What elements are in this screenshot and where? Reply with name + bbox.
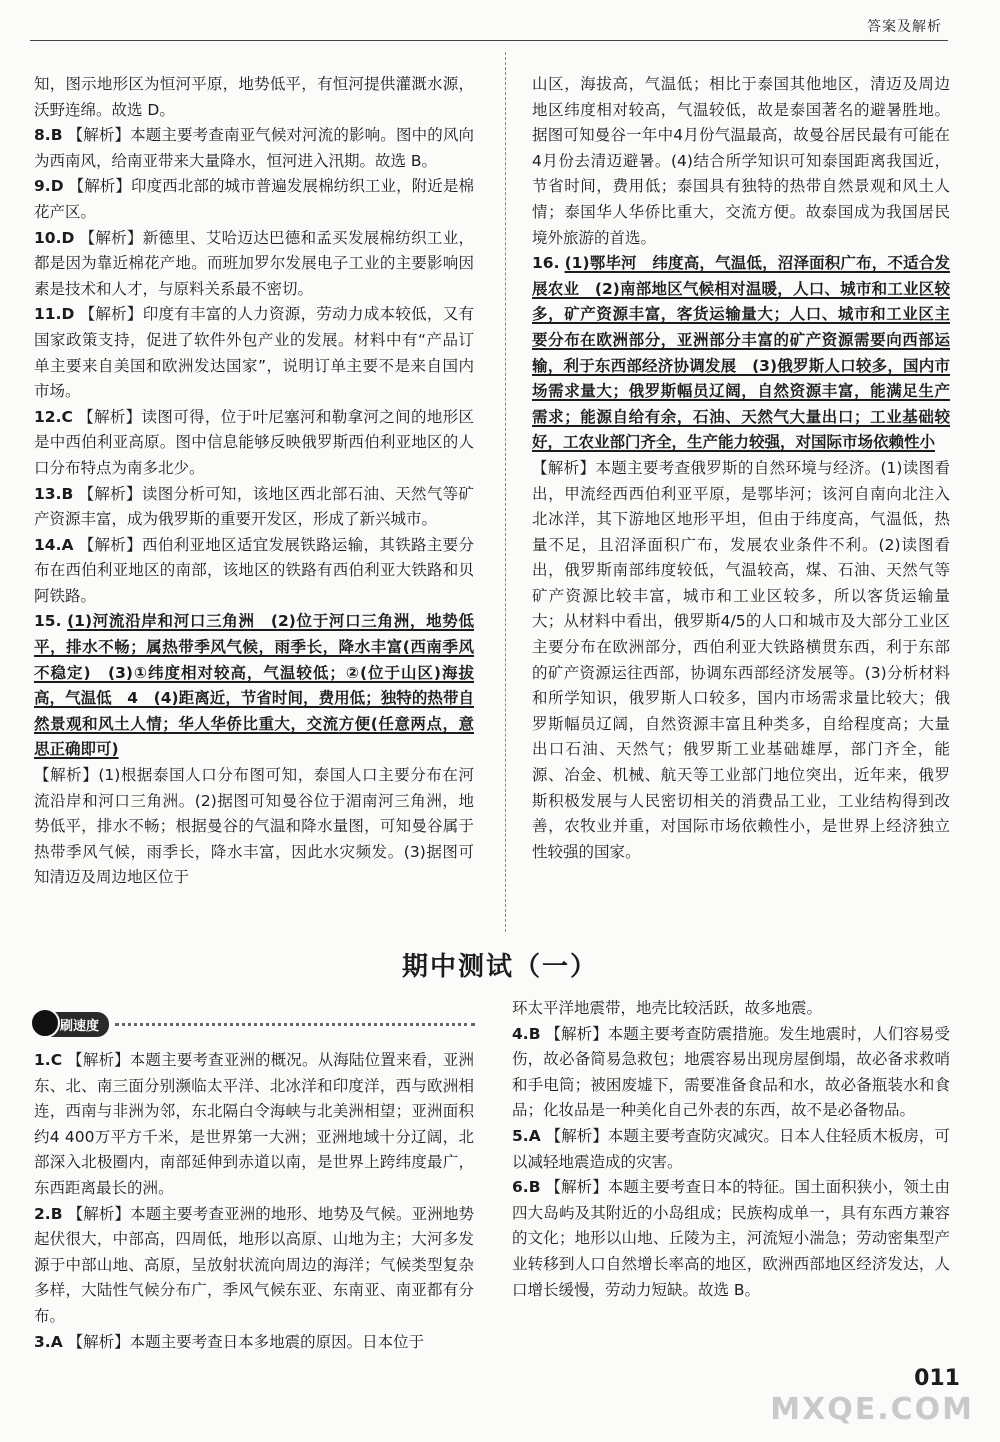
answer-letter: A [50, 1332, 63, 1351]
answer-letter: D [61, 305, 75, 324]
answer-text: 【解析】本题主要考查日本的特征。国土面积狭小，领土由四大岛屿及其附近的小岛组成；民族构成单一，具有东西方兼容的文化；地形以山地、丘陵为主，河流短小湍急；劳动密集型产业转移到人口自然增长率高的地区，欧洲西部地区经济发达，人口增长缓慢，劳动力短缺。故选 B。 [512, 1178, 950, 1299]
answer-item [34, 226, 474, 303]
answer-letter: A [528, 1126, 541, 1145]
answer-item [512, 1022, 950, 1124]
answer-letter: A [61, 535, 74, 554]
answer-item [34, 1330, 474, 1356]
answer-item [34, 1202, 474, 1330]
q15-item [34, 609, 474, 763]
question-number: 8. [34, 126, 51, 145]
answer-item [512, 996, 950, 1022]
answer-text: 【解析】本题主要考查亚洲的概况。从海陆位置来看，亚洲东、北、南三面分别濒临太平洋、北冰洋和印度洋，西与欧洲相连，西南与非洲为邻，东北隔白令海峡与北美洲相望；亚洲面积约4 400万平方千米，是世界第一大洲；亚洲地域十分辽阔，北部深入北极圈内，南部延伸到赤道以南，是世界上跨纬度最广，东西距离最长的洲。 [34, 1051, 474, 1197]
column-divider [505, 52, 506, 932]
q15-analysis-continued: 山区，海拔高，气温低；相比于泰国其他地区，清迈及周边地区纬度相对较高，气温较低，故是泰国著名的避暑胜地。据图可知曼谷一年中4月份气温最高，故曼谷居民最有可能在4月份去清迈避暑。(4)结合所学知识可知泰国距离我国近，节省时间，费用低；泰国具有独特的热带自然景观和风土人情；泰国华人华侨比重大，交流方便。故泰国成为我国居民境外旅游的首选。 [532, 75, 950, 247]
question-number: 1. [34, 1051, 51, 1069]
answer-text: 环太平洋地震带，地壳比较活跃，故多地震。 [512, 999, 823, 1017]
question-number: 5. [512, 1126, 529, 1145]
answer-text: 【解析】西伯利亚地区适宜发展铁路运输，其铁路主要分布在西伯利亚地区的南部，该地区的铁路有西伯利亚大铁路和贝阿铁路。 [34, 535, 474, 605]
answer-item [34, 72, 474, 123]
answer-item [34, 533, 474, 610]
question-number: 11. [34, 305, 62, 324]
question-number: 10. [34, 228, 62, 247]
answer-letter: B [50, 1204, 63, 1223]
page-number: 011 [914, 1366, 960, 1391]
answer-letter: B [528, 1178, 541, 1197]
badge-text: 刷速度 [60, 1019, 100, 1034]
answer-text: 【解析】本题主要考查防灾减灾。日本人住轻质木板房，可以减轻地震造成的灾害。 [512, 1126, 950, 1171]
question-number: 12. [34, 407, 62, 426]
question-number: 2. [34, 1204, 51, 1223]
answer-item [512, 1175, 950, 1303]
q16-number: 16. [532, 254, 560, 273]
q15-answer: (1)河流沿岸和河口三角洲 (2)位于河口三角洲，地势低平，排水不畅；属热带季风气候，雨季长，降水丰富(西南季风不稳定) (3)①纬度相对较高，气温较低；②(位于山区)海拔高，气温低 4 (4)距离近，节省时间，费用低；独特的热带自然景观和风土人情；华人华侨比重大，交流方便(任意两点，意思正确即可) [34, 612, 474, 759]
speed-badge-label [38, 1012, 109, 1037]
question-number: 4. [512, 1024, 529, 1043]
answer-text: 【解析】本题主要考查亚洲的地形、地势及气候。亚洲地势起伏很大，中部高，四周低，地形以高原、山地为主；大河多发源于中部山地、高原，呈放射状流向周边的海洋；气候类型复杂多样，大陆性气候分布广，季风气候东亚、东南亚、南亚都有分布。 [34, 1204, 474, 1325]
question-number: 6. [512, 1178, 529, 1197]
left-top-column [34, 72, 474, 891]
right-bottom-column [512, 996, 950, 1303]
answer-letter: D [61, 228, 75, 247]
q15-analysis: 【解析】(1)根据泰国人口分布图可知，泰国人口主要分布在河流沿岸和河口三角洲。(2)据图可知曼谷位于湄南河三角洲，地势低平，排水不畅；根据曼谷的气温和降水量图，可知曼谷属于热带季风气候，雨季长，降水丰富，因此水灾频发。(3)据图可知清迈及周边地区位于 [34, 766, 474, 887]
answer-item [34, 174, 474, 225]
answer-text: 知，图示地形区为恒河平原，地势低平，有恒河提供灌溉水源，沃野连绵。故选 D。 [34, 75, 474, 119]
answer-item [512, 1124, 950, 1175]
right-top-column [532, 72, 950, 865]
question-number: 9. [34, 177, 51, 196]
answer-item [34, 482, 474, 533]
header-title: 答案及解析 [867, 19, 942, 35]
answer-item [34, 302, 474, 404]
answer-letter: D [50, 177, 64, 196]
answer-text: 【解析】本题主要考查防震措施。发生地震时，人们容易受伤，故必备简易急救包；地震容易出现房屋倒塌，故必备求救哨和手电筒；被困废墟下，需要准备食品和水，故必备瓶装水和食品；化妆品是一种美化自己外表的东西，故不是必备物品。 [512, 1024, 950, 1120]
answer-letter: C [61, 407, 73, 426]
answer-text: 【解析】本题主要考查南亚气候对河流的影响。图中的风向为西南风，给南亚带来大量降水，恒河进入汛期。故选 B。 [34, 126, 474, 170]
left-top-list [34, 72, 474, 609]
left-bottom-list [34, 1048, 474, 1355]
section-title: 期中测试（一） [401, 952, 598, 982]
q15-number: 15. [34, 612, 62, 631]
badge-icon [30, 1008, 60, 1038]
question-number: 14. [34, 535, 62, 554]
q16-analysis: 【解析】本题主要考查俄罗斯的自然环境与经济。(1)读图看出，甲流经西西伯利亚平原，是鄂毕河；该河自南向北注入北冰洋，其下游地区地形平坦，但由于纬度高，气温低，热量不足，且沼泽面积广布，发展农业条件不利。(2)读图看出，俄罗斯南部纬度较低，气温较高，煤、石油、天然气等矿产资源比较丰富，城市和工业区较多，所以客货运输量大；从材料中看出，俄罗斯4/5的人口和城市及大部分工业区主要分布在欧洲部分，西伯利亚大铁路横贯东西，利于东部的矿产资源运往西部，协调东西部经济发展等。(3)分析材料和所学知识，俄罗斯人口较多，国内市场需求量比较大；俄罗斯幅员辽阔，自然资源丰富且种类多，自给程度高；大量出口石油、天然气；俄罗斯工业基础雄厚，部门齐全，能源、冶金、机械、航天等工业部门地位突出，近年来，俄罗斯积极发展与人民密切相关的消费品工业，工业结构得到改善，农牧业并重，对国际市场依赖性小，是世界上经济独立性较强的国家。 [532, 458, 950, 861]
header-rule [30, 40, 948, 41]
answer-letter: B [50, 126, 63, 145]
answer-letter: B [528, 1024, 541, 1043]
question-number: 3. [34, 1332, 51, 1351]
right-bottom-list [512, 996, 950, 1303]
answer-text: 【解析】新德里、艾哈迈达巴德和孟买发展棉纺织工业，都是因为靠近棉花产地。而班加罗尔发展电子工业的主要影响因素是技术和人才，与原料关系最不密切。 [34, 228, 474, 298]
answer-text: 【解析】印度有丰富的人力资源，劳动力成本较低，又有国家政策支持，促进了软件外包产业的发展。材料中有“产品订单主要来自美国和欧洲发达国家”，说明订单主要不是来自国内市场。 [34, 305, 474, 401]
q16-answer: (1)鄂毕河 纬度高，气温低，沼泽面积广布，不适合发展农业 (2)南部地区气候相对温暖，人口、城市和工业区较多，矿产资源丰富，客货运输量大；人口、城市和工业区主要分布在欧洲部分，亚洲部分丰富的矿产资源需要向西部运输，利于东西部经济协调发展 (3)俄罗斯人口较多，国内市场需求量大；俄罗斯幅员辽阔，自然资源丰富，能满足生产需求；能源自给有余，石油、天然气大量出口；工业基础较好，工农业部门齐全，生产能力较强，对国际市场依赖性小 [532, 254, 950, 452]
badge-dotted-line [115, 1023, 475, 1026]
left-bottom-column [34, 1048, 474, 1355]
question-number: 13. [34, 484, 62, 503]
answer-item [34, 405, 474, 482]
answer-letter: C [50, 1051, 63, 1069]
q16-item [532, 251, 950, 456]
answer-text: 【解析】印度西北部的城市普遍发展棉纺织工业，附近是棉花产区。 [34, 177, 474, 221]
answer-text: 【解析】读图分析可知，该地区西北部石油、天然气等矿产资源丰富，成为俄罗斯的重要开发区，形成了新兴城市。 [34, 484, 474, 529]
watermark: MXQE.COM [770, 1392, 974, 1427]
answer-text: 【解析】本题主要考查日本多地震的原因。日本位于 [67, 1332, 425, 1351]
answer-letter: B [61, 484, 74, 503]
answer-item [34, 1048, 474, 1202]
answer-text: 【解析】读图可得，位于叶尼塞河和勒拿河之间的地形区是中西伯利亚高原。图中信息能够反映俄罗斯西伯利亚地区的人口分布特点为南多北少。 [34, 407, 474, 477]
answer-item [34, 123, 474, 174]
speed-badge [38, 1012, 475, 1037]
